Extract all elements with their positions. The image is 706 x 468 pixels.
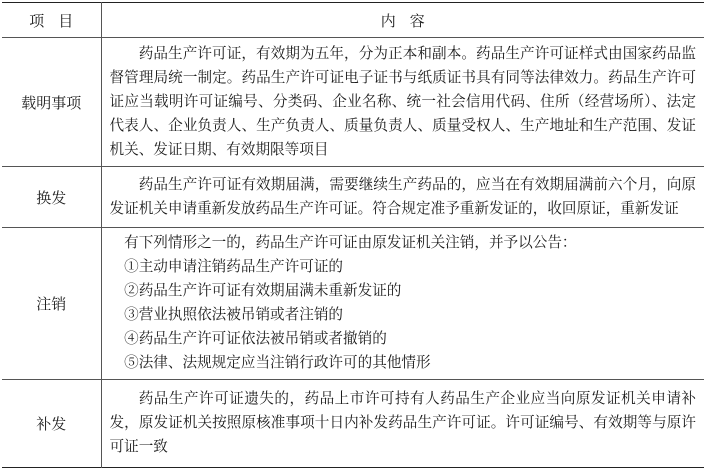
row-paragraph: 药品生产许可证，有效期为五年，分为正本和副本。药品生产许可证样式由国家药品监督管理局统一制定。药品生产许可证电子证书与纸质证书具有同等法律效力。药品生产许可证应当载明许可证编号、分类码、企业名称、统一社会信用代码、住所（经营场所）、法定代表人、企业负责人、生产负责人、质量负责人、质量受权人、生产地址和生产范围、发证机关、发证日期、有效期限等项目 bbox=[109, 44, 696, 158]
license-table bbox=[2, 2, 704, 468]
header-content-label: 内容 bbox=[380, 11, 439, 30]
header-item-label: 项目 bbox=[29, 11, 88, 30]
row-item-label: 换发 bbox=[2, 167, 101, 228]
table-row bbox=[2, 167, 704, 228]
list-item: ④药品生产许可证依法被吊销或者撤销的 bbox=[124, 330, 387, 347]
header-row bbox=[2, 3, 704, 38]
table-row bbox=[2, 380, 704, 468]
table-row bbox=[2, 38, 704, 167]
list-item: ①主动申请注销药品生产许可证的 bbox=[124, 258, 344, 275]
row-item-label: 载明事项 bbox=[2, 38, 101, 167]
row-content bbox=[101, 167, 704, 228]
list-item: ⑤法律、法规规定应当注销行政许可的其他情形 bbox=[124, 354, 431, 371]
row-content bbox=[101, 228, 704, 380]
row-paragraph: 药品生产许可证遗失的，药品上市许可持有人药品生产企业应当向原发证机关申请补发，原发证机关按照原核准事项十日内补发药品生产许可证。许可证编号、有效期等与原许可证一致 bbox=[109, 390, 696, 455]
row-intro: 有下列情形之一的，药品生产许可证由原发证机关注销，并予以公告： bbox=[124, 234, 577, 251]
row-item-label: 注销 bbox=[2, 228, 101, 380]
list-item: ②药品生产许可证有效期届满未重新发证的 bbox=[124, 282, 402, 299]
row-content bbox=[101, 38, 704, 167]
header-item bbox=[2, 3, 101, 38]
table-row bbox=[2, 228, 704, 380]
row-paragraph: 药品生产许可证有效期届满，需要继续生产药品的，应当在有效期届满前六个月，向原发证机关申请重新发放药品生产许可证。符合规定准予重新发证的，收回原证，重新发证 bbox=[109, 175, 696, 217]
header-content bbox=[101, 3, 704, 38]
list-item: ③营业执照依法被吊销或者注销的 bbox=[124, 306, 344, 323]
row-item-label: 补发 bbox=[2, 380, 101, 468]
row-content bbox=[101, 380, 704, 468]
